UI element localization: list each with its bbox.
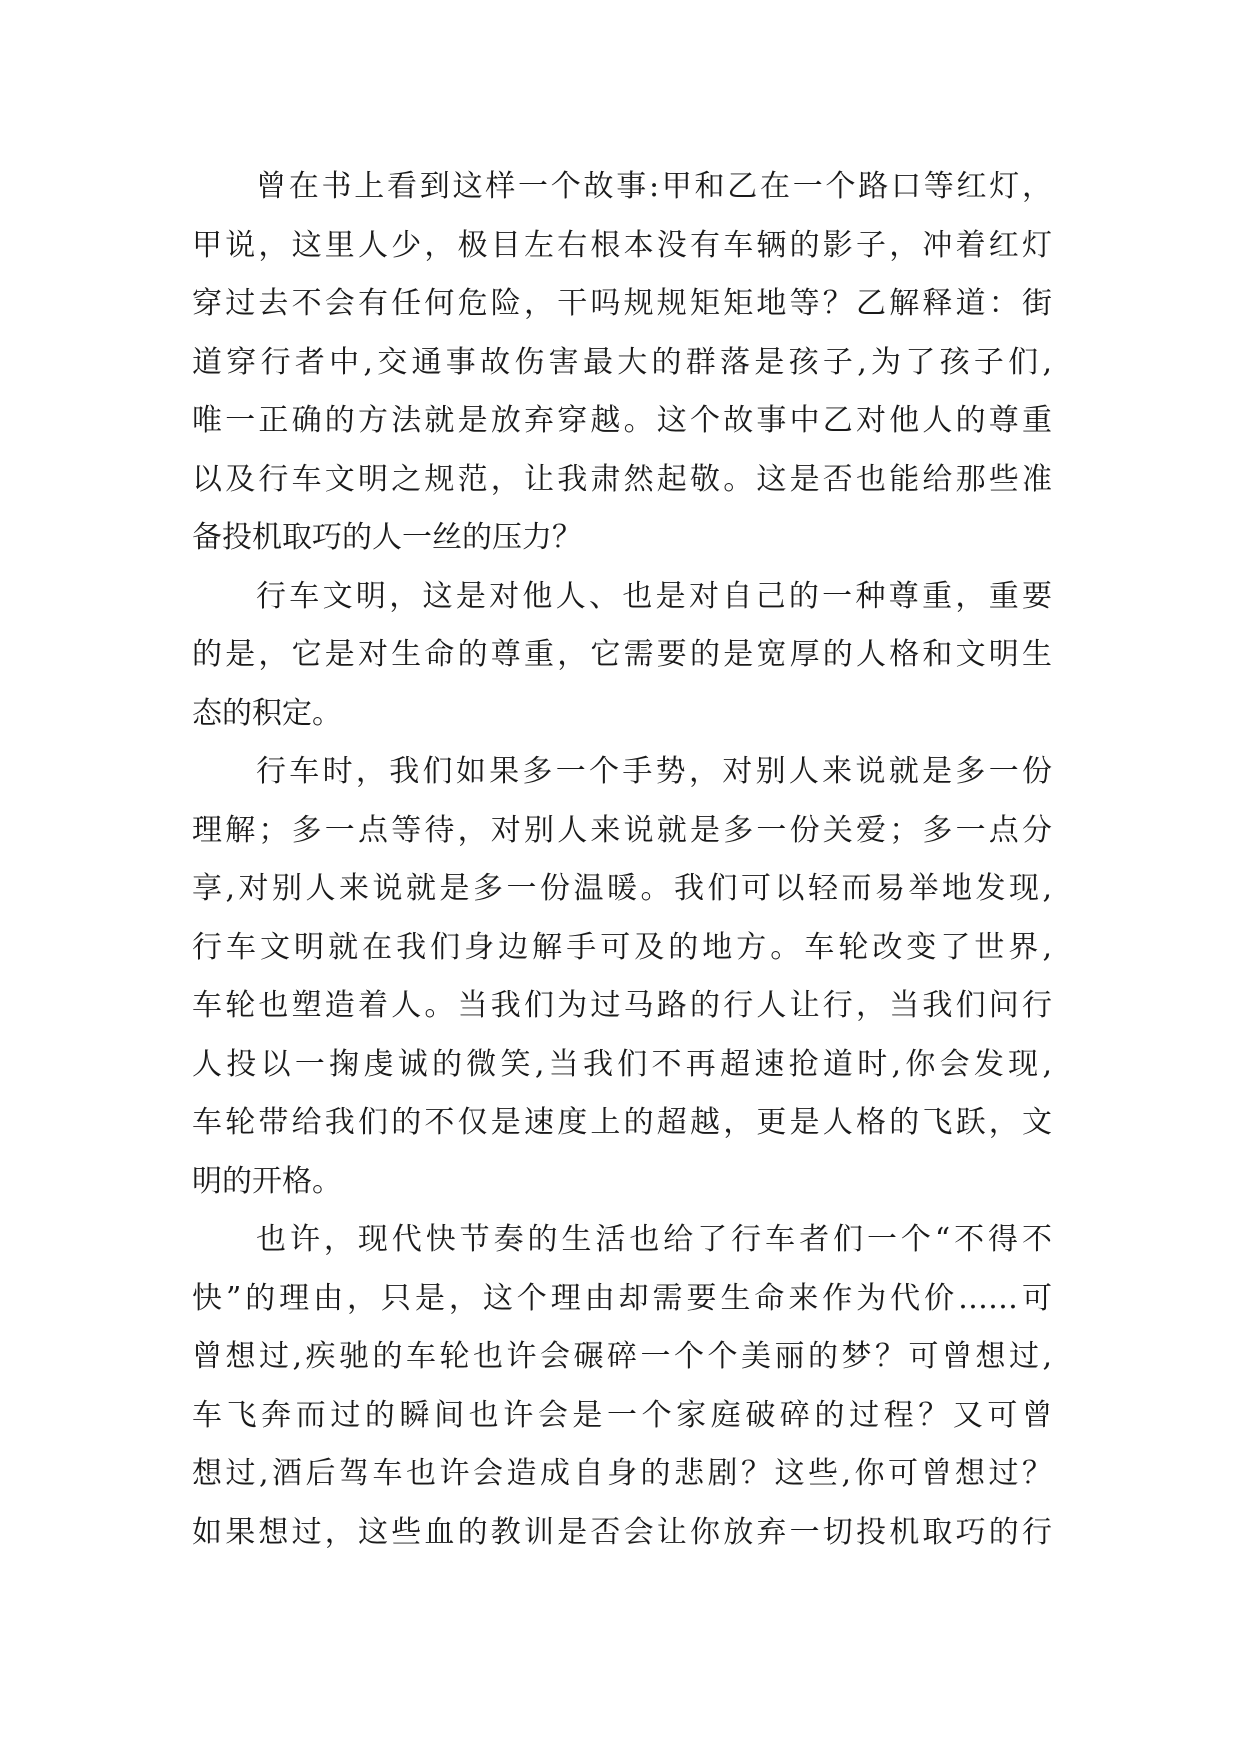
text-line: 理解；多一点等待，对别人来说就是多一份关爱；多一点分 (192, 812, 1052, 848)
paragraph-3 (192, 743, 1052, 1211)
text-line: 态的积定。 (192, 695, 342, 731)
text-line: 的是，它是对生命的尊重，它需要的是宽厚的人格和文明生 (192, 637, 1052, 672)
text-line: 曾在书上看到这样一个故事:甲和乙在一个路口等红灯， (256, 169, 1052, 204)
text-line: 也许，现代快节奏的生活也给了行车者们一个“不得不 (256, 1222, 1052, 1257)
text-line: 甲说，这里人少，极目左右根本没有车辆的影子，冲着红灯 (192, 227, 1052, 263)
document-page (192, 158, 1052, 1562)
paragraph-2 (192, 568, 1052, 744)
text-line: 想过,酒后驾车也许会造成自身的悲剧？这些,你可曾想过？ (192, 1456, 1052, 1491)
text-line: 行车文明，这是对他人、也是对自己的一种尊重，重要 (256, 578, 1052, 614)
text-line: 快”的理由，只是，这个理由却需要生命来作为代价……可 (192, 1280, 1052, 1316)
text-line: 以及行车文明之规范，让我肃然起敬。这是否也能给那些准 (192, 461, 1052, 497)
text-line: 车飞奔而过的瞬间也许会是一个家庭破碎的过程？又可曾 (192, 1397, 1052, 1433)
text-line: 车轮也塑造着人。当我们为过马路的行人让行，当我们问行 (192, 988, 1052, 1023)
text-line: 行车文明就在我们身边解手可及的地方。车轮改变了世界, (192, 929, 1052, 965)
text-line: 行车时，我们如果多一个手势，对别人来说就是多一份 (256, 754, 1052, 789)
text-line: 曾想过,疾驰的车轮也许会碾碎一个个美丽的梦？可曾想过, (192, 1339, 1052, 1374)
text-line: 唯一正确的方法就是放弃穿越。这个故事中乙对他人的尊重 (192, 403, 1052, 438)
text-line: 道穿行者中,交通事故伤害最大的群落是孩子,为了孩子们, (192, 344, 1052, 380)
text-line: 车轮带给我们的不仅是速度上的超越，更是人格的飞跃，文 (192, 1105, 1052, 1140)
text-line: 明的开格。 (192, 1163, 342, 1199)
paragraph-4 (192, 1211, 1052, 1562)
paragraph-1 (192, 158, 1052, 568)
text-line: 备投机取巧的人一丝的压力？ (192, 520, 582, 555)
text-line: 如果想过，这些血的教训是否会让你放弃一切投机取巧的行 (192, 1514, 1052, 1550)
text-line: 人投以一掬虔诚的微笑,当我们不再超速抢道时,你会发现, (192, 1046, 1052, 1082)
text-line: 享,对别人来说就是多一份温暖。我们可以轻而易举地发现, (192, 871, 1052, 906)
text-line: 穿过去不会有任何危险，干吗规规矩矩地等？乙解释道：街 (192, 286, 1052, 321)
